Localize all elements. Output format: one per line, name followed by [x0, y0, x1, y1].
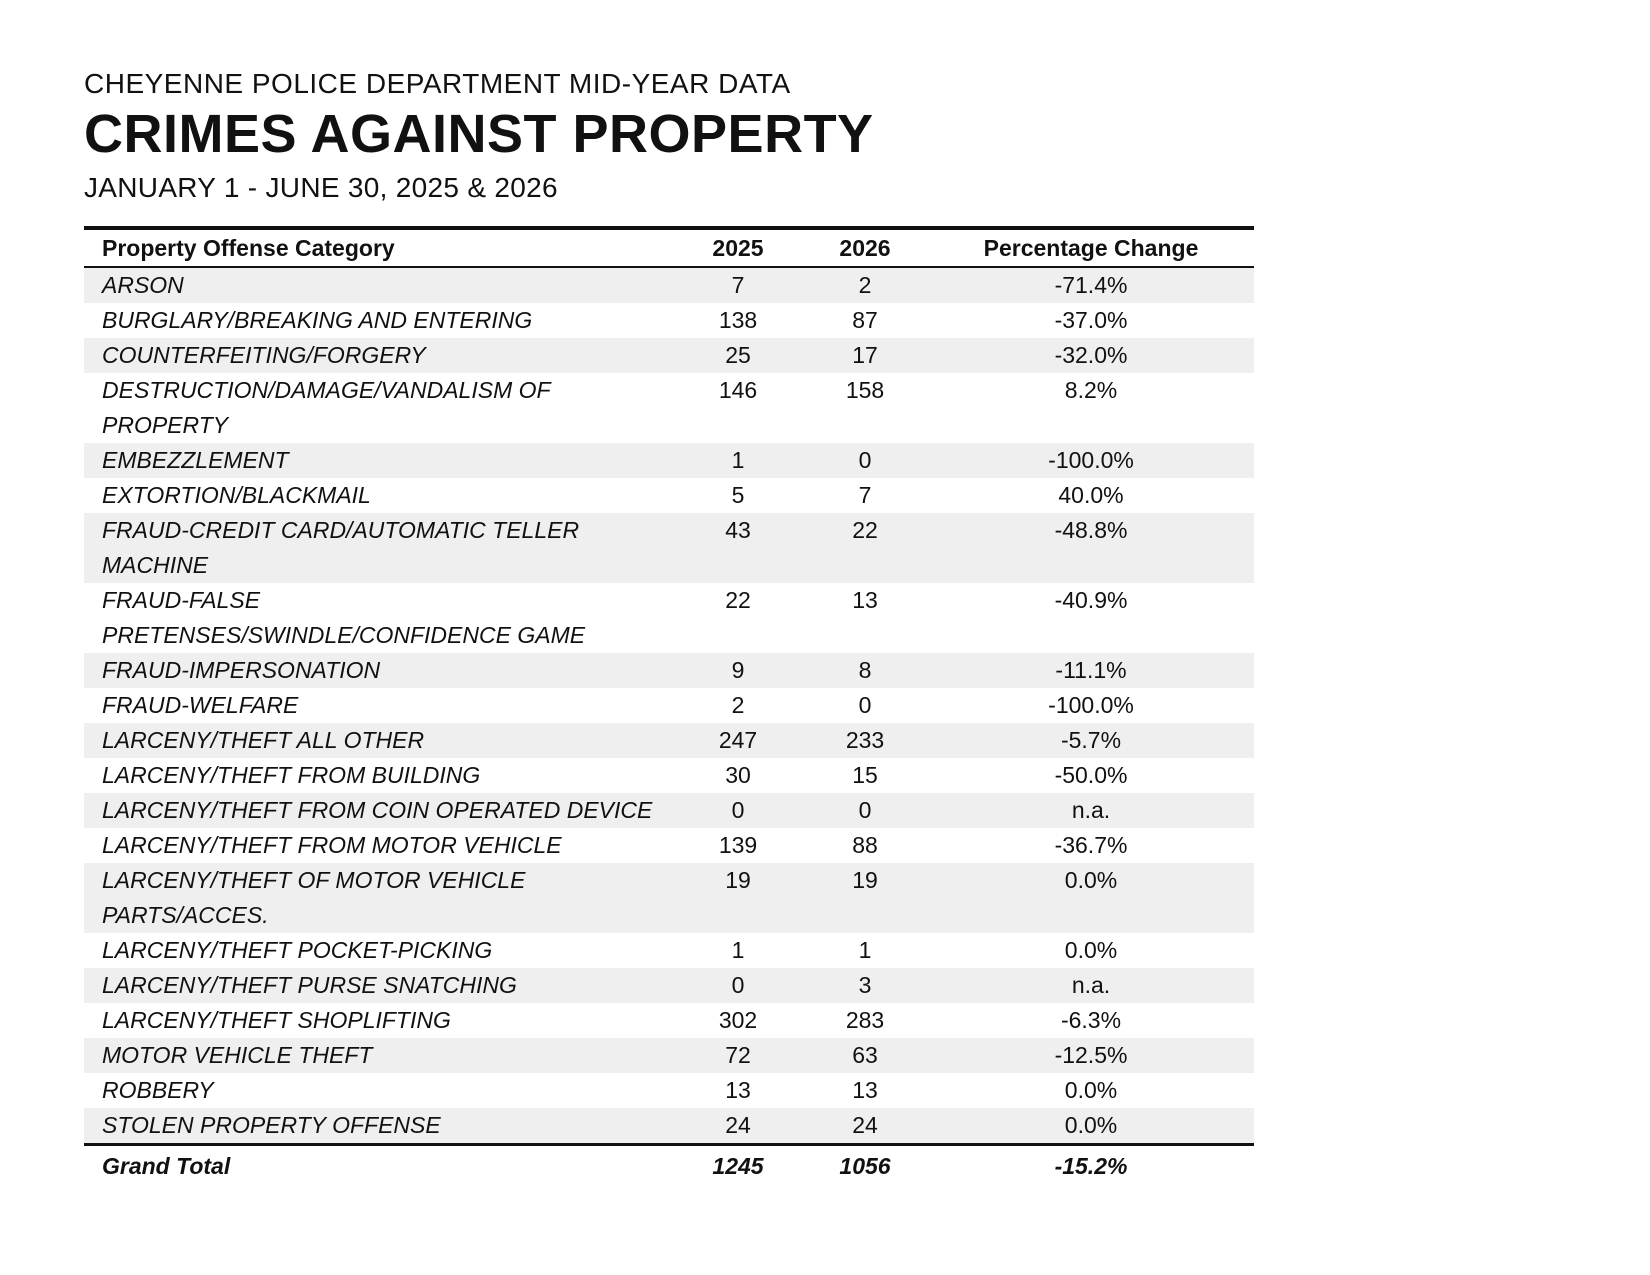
row-category: FRAUD-CREDIT CARD/AUTOMATIC TELLER MACHINE [84, 513, 674, 583]
total-change: -15.2% [928, 1145, 1254, 1185]
report-page [84, 66, 1254, 1184]
row-2025: 25 [674, 338, 802, 373]
total-2025: 1245 [674, 1145, 802, 1185]
row-category: LARCENY/THEFT PURSE SNATCHING [84, 968, 674, 1003]
row-percentage-change: -100.0% [1048, 692, 1134, 718]
header-category: Property Offense Category [84, 228, 674, 267]
row-category: EMBEZZLEMENT [84, 443, 674, 478]
row-2025: 302 [718, 1007, 758, 1033]
row-category: COUNTERFEITING/FORGERY [84, 338, 674, 373]
grand-total-row [84, 1145, 1254, 1185]
row-2025: 7 [674, 267, 802, 303]
row-2025: 0 [674, 968, 802, 1003]
row-percentage-change: -71.4% [928, 267, 1254, 303]
report-date-range: JANUARY 1 - JUNE 30, 2025 & 2026 [84, 172, 558, 203]
row-2026: 24 [802, 1108, 928, 1145]
table-row [84, 1108, 1254, 1145]
row-percentage-change: -11.1% [928, 653, 1254, 688]
total-label: Grand Total [84, 1145, 674, 1185]
header-percentage-change: Percentage Change [928, 228, 1254, 267]
report-title: CRIMES AGAINST PROPERTY [84, 104, 874, 164]
table-row [84, 758, 1254, 793]
row-2025: 247 [674, 723, 802, 758]
row-2025: 72 [674, 1038, 802, 1073]
row-percentage-change: n.a. [928, 793, 1254, 828]
row-percentage-change: n.a. [928, 968, 1254, 1003]
row-2026: 88 [852, 832, 878, 858]
row-category: LARCENY/THEFT POCKET-PICKING [102, 937, 493, 963]
row-2026: 233 [802, 723, 928, 758]
header-year-2025: 2025 [674, 228, 802, 267]
row-2026: 0 [802, 443, 928, 478]
row-percentage-change: -6.3% [1060, 1007, 1122, 1033]
row-2026: 87 [852, 307, 878, 333]
table-row [84, 863, 1254, 933]
row-percentage-change: -36.7% [1054, 832, 1128, 858]
table-body [84, 267, 1254, 1145]
row-2025: 13 [725, 1077, 751, 1103]
row-2025: 22 [725, 587, 751, 613]
row-category: ROBBERY [102, 1077, 214, 1103]
table-row [84, 443, 1254, 478]
total-2026: 1056 [802, 1145, 928, 1185]
row-2025: 138 [718, 307, 758, 333]
row-2026: 63 [802, 1038, 928, 1073]
row-2025: 43 [674, 513, 802, 583]
row-2025: 9 [674, 653, 802, 688]
row-percentage-change: -48.8% [928, 513, 1254, 583]
row-category: LARCENY/THEFT FROM COIN OPERATED DEVICE [84, 793, 674, 828]
table-row [84, 1038, 1254, 1073]
table-row [84, 653, 1254, 688]
row-2026: 158 [845, 377, 885, 403]
row-2026: 13 [852, 587, 878, 613]
table-row [84, 793, 1254, 828]
row-percentage-change: 0.0% [928, 1108, 1254, 1145]
table-row [84, 267, 1254, 303]
row-2026: 17 [802, 338, 928, 373]
row-2025: 24 [674, 1108, 802, 1145]
table-header-row [84, 228, 1254, 267]
row-category: LARCENY/THEFT OF MOTOR VEHICLE PARTS/ACCES. [84, 863, 674, 933]
row-2026: 19 [802, 863, 928, 933]
row-percentage-change: -100.0% [928, 443, 1254, 478]
row-category: LARCENY/THEFT FROM BUILDING [102, 762, 481, 788]
row-percentage-change: 40.0% [1058, 482, 1124, 508]
row-category: EXTORTION/BLACKMAIL [102, 482, 371, 508]
row-2025: 1 [731, 937, 745, 963]
table-row [84, 688, 1254, 723]
row-2026: 2 [802, 267, 928, 303]
report-kicker: CHEYENNE POLICE DEPARTMENT MID-YEAR DATA [84, 68, 791, 99]
table-row [84, 478, 1254, 513]
row-percentage-change: 8.2% [1064, 377, 1118, 403]
row-2026: 283 [845, 1007, 885, 1033]
row-category: BURGLARY/BREAKING AND ENTERING [102, 307, 533, 333]
table-row [84, 1003, 1254, 1038]
row-percentage-change: 0.0% [1064, 937, 1118, 963]
row-2026: 1 [858, 937, 872, 963]
row-2026: 13 [852, 1077, 878, 1103]
row-2026: 15 [852, 762, 878, 788]
table-row [84, 933, 1254, 968]
row-category: DESTRUCTION/DAMAGE/VANDALISM OF PROPERTY [102, 377, 551, 438]
row-category: LARCENY/THEFT FROM MOTOR VEHICLE [102, 832, 562, 858]
table-row [84, 1073, 1254, 1108]
table-row [84, 828, 1254, 863]
row-2026: 0 [858, 692, 872, 718]
row-2025: 139 [718, 832, 758, 858]
row-2025: 30 [725, 762, 751, 788]
row-2025: 5 [731, 482, 745, 508]
row-category: MOTOR VEHICLE THEFT [84, 1038, 674, 1073]
row-2026: 3 [802, 968, 928, 1003]
table-row [84, 723, 1254, 758]
table-row [84, 373, 1254, 443]
row-percentage-change: -5.7% [928, 723, 1254, 758]
row-percentage-change: 0.0% [928, 863, 1254, 933]
row-category: FRAUD-FALSE PRETENSES/SWINDLE/CONFIDENCE GAME [102, 587, 586, 648]
table-row [84, 968, 1254, 1003]
row-2025: 1 [674, 443, 802, 478]
row-2025: 19 [674, 863, 802, 933]
row-category: FRAUD-IMPERSONATION [84, 653, 674, 688]
row-percentage-change: 0.0% [1064, 1077, 1118, 1103]
row-percentage-change: -32.0% [928, 338, 1254, 373]
row-category: STOLEN PROPERTY OFFENSE [84, 1108, 674, 1145]
property-crimes-table [84, 226, 1254, 1184]
row-2025: 2 [731, 692, 745, 718]
table-row [84, 303, 1254, 338]
row-percentage-change: -37.0% [1054, 307, 1128, 333]
row-2026: 0 [802, 793, 928, 828]
table-row [84, 583, 1254, 653]
row-2026: 7 [858, 482, 872, 508]
table-row [84, 513, 1254, 583]
row-category: ARSON [84, 267, 674, 303]
row-2026: 22 [802, 513, 928, 583]
row-category: LARCENY/THEFT SHOPLIFTING [102, 1007, 451, 1033]
row-2026: 8 [802, 653, 928, 688]
row-percentage-change: -50.0% [1054, 762, 1128, 788]
row-2025: 0 [674, 793, 802, 828]
row-category: LARCENY/THEFT ALL OTHER [84, 723, 674, 758]
table-row [84, 338, 1254, 373]
row-percentage-change: -40.9% [1054, 587, 1128, 613]
row-category: FRAUD-WELFARE [102, 692, 299, 718]
header-year-2026: 2026 [802, 228, 928, 267]
row-percentage-change: -12.5% [928, 1038, 1254, 1073]
row-2025: 146 [718, 377, 758, 403]
